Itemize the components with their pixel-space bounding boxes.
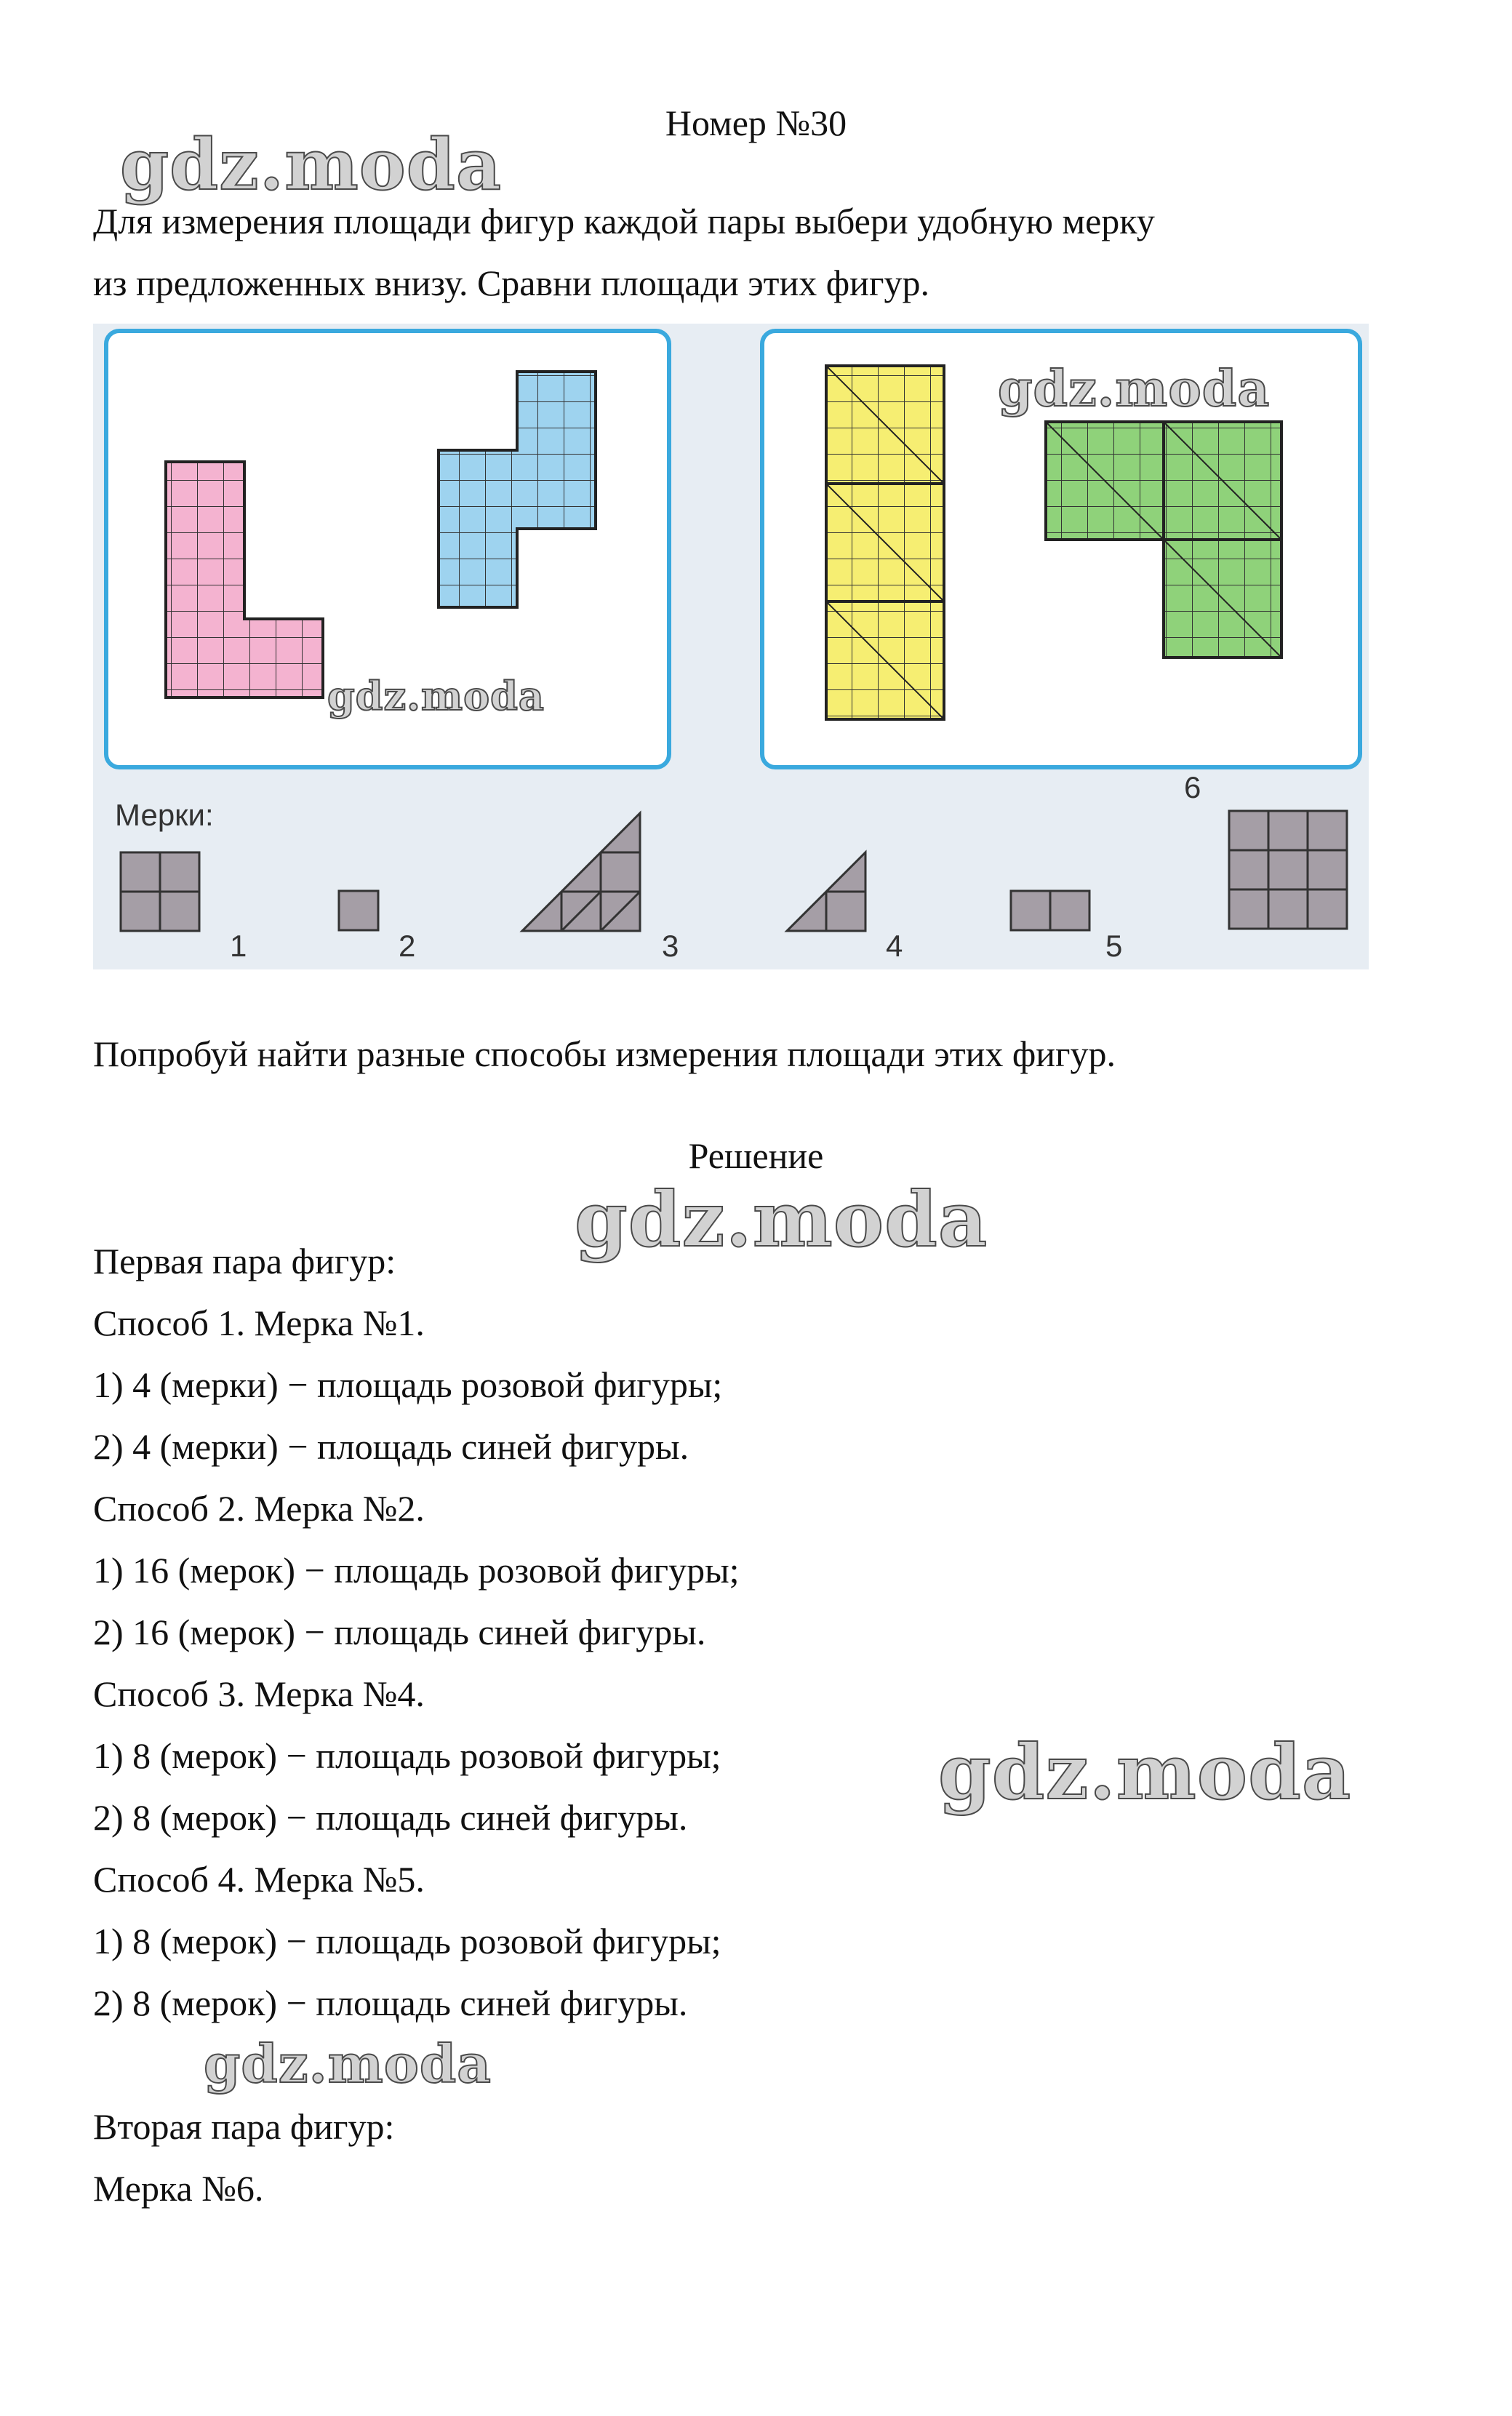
solution-line: Мерка №6. bbox=[93, 2168, 264, 2209]
yellow-figure bbox=[826, 366, 944, 719]
watermark-logo: gdz.moda bbox=[204, 2033, 492, 2095]
task-text-after: Попробуй найти разные способы измерения площади этих фигур. bbox=[93, 1033, 1116, 1074]
solution-line: 2) 4 (мерки) − площадь синей фигуры. bbox=[93, 1426, 689, 1467]
task-text-line-2: из предложенных внизу. Сравни площади этих фигур. bbox=[93, 263, 929, 303]
solution-line: 1) 16 (мерок) − площадь розовой фигуры; bbox=[93, 1550, 740, 1591]
solution-line: Вторая пара фигур: bbox=[93, 2106, 395, 2147]
solution-line: Способ 3. Мерка №4. bbox=[93, 1673, 425, 1714]
solution-line: 1) 8 (мерок) − площадь розовой фигуры; bbox=[93, 1921, 721, 1961]
measure-number-4: 4 bbox=[886, 929, 903, 963]
solution-line: 1) 8 (мерок) − площадь розовой фигуры; bbox=[93, 1735, 721, 1776]
solution-line: Способ 1. Мерка №1. bbox=[93, 1303, 425, 1343]
measure-6-shape bbox=[1229, 811, 1347, 929]
watermark-logo: gdz.moda bbox=[575, 1175, 988, 1264]
task-text-line-1: Для измерения площади фигур каждой пары выбери удобную мерку bbox=[93, 201, 1155, 241]
watermark-logo: gdz.moda bbox=[938, 1727, 1352, 1817]
measure-number-2: 2 bbox=[399, 929, 416, 963]
solution-title: Решение bbox=[688, 1135, 824, 1176]
merki-label: Мерки: bbox=[115, 798, 214, 832]
measure-2-shape bbox=[339, 891, 378, 930]
solution-line: Способ 4. Мерка №5. bbox=[93, 1859, 425, 1900]
measure-number-3: 3 bbox=[662, 929, 679, 963]
textbook-figure bbox=[93, 324, 1369, 969]
watermark-logo: gdz.moda bbox=[998, 360, 1271, 418]
solution-line: Способ 2. Мерка №2. bbox=[93, 1488, 425, 1529]
measure-number-5: 5 bbox=[1105, 929, 1123, 963]
watermark-logo: gdz.moda bbox=[120, 124, 503, 206]
page-title: Номер №30 bbox=[665, 103, 847, 143]
solution-line: 2) 8 (мерок) − площадь синей фигуры. bbox=[93, 1983, 688, 2023]
solution-line: Первая пара фигур: bbox=[93, 1241, 396, 1281]
solution-line: 2) 16 (мерок) − площадь синей фигуры. bbox=[93, 1612, 706, 1652]
solution-line: 1) 4 (мерки) − площадь розовой фигуры; bbox=[93, 1364, 723, 1405]
measure-number-6: 6 bbox=[1184, 770, 1201, 804]
solution-line: 2) 8 (мерок) − площадь синей фигуры. bbox=[93, 1797, 688, 1838]
measure-number-1: 1 bbox=[230, 929, 247, 963]
watermark-logo: gdz.moda bbox=[327, 673, 545, 719]
